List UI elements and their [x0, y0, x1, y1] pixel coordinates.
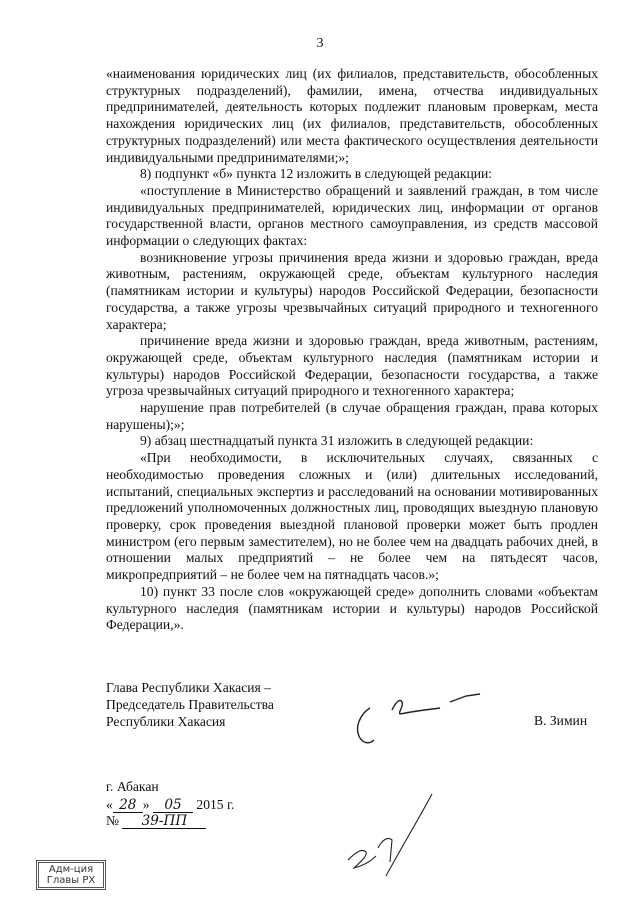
signatory-title-line: Председатель Правительства — [106, 697, 274, 712]
paragraph-item-8: 8) подпункт «б» пункта 12 изложить в следующей редакции: — [140, 166, 493, 182]
registration-stamp — [36, 860, 106, 890]
number-sign: № — [106, 813, 119, 828]
number-value: 39-ПП — [122, 814, 206, 829]
date-day: 28 — [113, 798, 143, 813]
handwritten-signature — [340, 680, 500, 750]
stamp-line: Главы РХ — [46, 875, 96, 886]
document-date — [106, 797, 234, 813]
signatory-title-line: Глава Республики Хакасия – — [106, 680, 271, 695]
place-of-signing: г. Абакан — [106, 779, 159, 794]
date-year: 2015 г. — [196, 797, 235, 812]
stamp-text — [38, 862, 104, 888]
paragraph-item-9: 9) абзац шестнадцатый пункта 31 изложить в следующей редакции: — [140, 433, 534, 449]
date-month: 05 — [153, 798, 193, 813]
date-open-quote: « — [106, 797, 113, 812]
paragraph-causing-harm: причинение вреда жизни и здоровью граждан, вреда животным, растениям, окружающей среде, объектам культурного наследия (памятникам истории и культуры) народов Российской Федерации, безопасности государства, а также угроза чрезвычайных ситуаций природного и техногенного характера; — [106, 333, 598, 399]
paragraph-names-list: «наименования юридических лиц (их филиалов, представительств, обособленных структурных подразделений), фамилии, имена, отчества индивидуальных предпринимателей, деятельность которых подлежит плановым проверкам, места нахождения юридических лиц (их филиалов, представительств, обособленных структурных подразделений) или места фактического осуществления деятельности индивидуальными предпринимателями;»; — [106, 66, 598, 165]
signatory-title — [106, 679, 274, 730]
stamp-line: Адм-ция — [48, 864, 94, 875]
paragraph-extension-of-inspection: «При необходимости, в исключительных случаях, связанных с необходимостью проведения сложных и (или) длительных исследований, испытаний, специальных экспертиз и расследований на основании мотивированных предложений уполномоченных должностных лиц, проводящих выездную плановую проверку, срок проведения выездной плановой проверки может быть продлен министром (его первым заместителем), но не более чем на двадцать рабочих дней, в отношении малых предприятий – не более чем на пятьдесят часов, микропредприятий – не более чем на пятнадцать часов.»; — [106, 450, 598, 583]
document-number — [106, 813, 206, 829]
date-close-quote: » — [142, 797, 150, 812]
signatory-title-line: Республики Хакасия — [106, 714, 226, 729]
document-body — [106, 66, 598, 634]
paragraph-threat-of-harm: возникновение угрозы причинения вреда жизни и здоровью граждан, вреда животным, растениям, окружающей среде, объектам культурного наследия (памятникам истории и культуры) народов Российской Федерации, безопасности государства, а также угрозы чрезвычайных ситуаций природного и техногенного характера; — [106, 249, 598, 332]
page-number: 3 — [316, 36, 324, 51]
paragraph-receipt-of-appeals: «поступление в Министерство обращений и заявлений граждан, в том числе индивидуальных предпринимателей, юридических лиц, информации от органов государственной власти, органов местного самоуправления, из средств массовой информации о следующих фактах: — [106, 182, 598, 249]
signatory-name: В. Зимин — [534, 713, 588, 728]
paragraph-consumer-rights: нарушение прав потребителей (в случае обращения граждан, права которых нарушены);»; — [106, 400, 598, 432]
paragraph-item-10: 10) пункт 33 после слов «окружающей среде» дополнить словами «объектам культурного наследия (памятникам истории и культуры) народов Российской Федерации,». — [106, 583, 598, 633]
handwritten-mark — [328, 790, 448, 880]
